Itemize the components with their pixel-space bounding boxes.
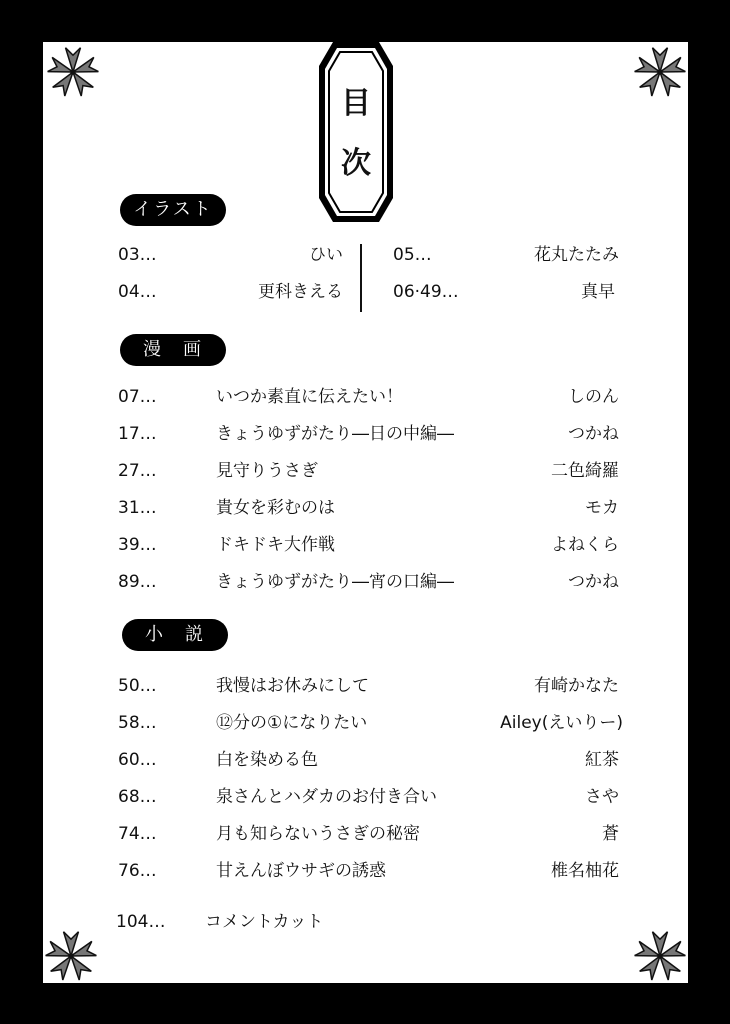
work-title: きょうゆずがたり―日の中編― — [216, 424, 454, 444]
page-number: 60… — [118, 750, 157, 770]
flower-ornament-top-right-icon — [632, 44, 688, 100]
page-title-char-2: 次 — [341, 146, 371, 181]
page-number: 04… — [118, 282, 157, 302]
page-number: 06·49… — [393, 282, 459, 302]
flower-ornament-bottom-right-icon — [632, 928, 688, 984]
work-title: 我慢はお休みにして — [216, 676, 369, 696]
author-name: 椎名柚花 — [551, 861, 619, 881]
title-plaque — [319, 42, 393, 222]
work-title: 貴女を彩むのは — [216, 498, 335, 518]
section-header-illust: イラスト — [120, 194, 226, 226]
page-number: 76… — [118, 861, 157, 881]
author-name: 蒼 — [602, 824, 619, 844]
author-name: さや — [585, 787, 619, 807]
work-title: ⑫分の①になりたい — [216, 713, 368, 733]
author-name: 更科きえる — [258, 282, 343, 302]
page-number: 27… — [118, 461, 157, 481]
page-title-char-1: 目 — [341, 86, 371, 121]
column-divider — [360, 244, 362, 312]
page-number: 104… — [116, 912, 166, 932]
work-title: いつか素直に伝えたい！ — [216, 387, 403, 407]
author-name: つかね — [568, 424, 619, 444]
author-name: よねくら — [551, 535, 619, 555]
author-name: 紅茶 — [585, 750, 619, 770]
author-name: ひい — [309, 245, 343, 265]
author-name: しのん — [568, 387, 619, 407]
author-name: 二色綺羅 — [551, 461, 619, 481]
author-name: 有崎かなた — [534, 676, 619, 696]
page-number: 50… — [118, 676, 157, 696]
page-number: 89… — [118, 572, 157, 592]
work-title: 甘えんぼウサギの誘惑 — [216, 861, 386, 881]
work-title: 白を染める色 — [216, 750, 318, 770]
work-title: 泉さんとハダカのお付き合い — [216, 787, 437, 807]
page-number: 31… — [118, 498, 157, 518]
page-number: 39… — [118, 535, 157, 555]
work-title: ドキドキ大作戦 — [216, 535, 335, 555]
work-title: 見守りうさぎ — [216, 461, 318, 481]
section-header-novel: 小 説 — [122, 619, 228, 651]
page-number: 74… — [118, 824, 157, 844]
author-name: Ailey(えいりー) — [500, 713, 623, 733]
page-number: 17… — [118, 424, 157, 444]
page-number: 03… — [118, 245, 157, 265]
page-number: 58… — [118, 713, 157, 733]
toc-page — [43, 42, 688, 983]
author-name: つかね — [568, 572, 619, 592]
flower-ornament-bottom-left-icon — [43, 928, 99, 984]
author-name: 花丸たたみ — [534, 245, 619, 265]
work-title: 月も知らないうさぎの秘密 — [216, 824, 420, 844]
author-name: モカ — [585, 498, 619, 518]
page-number: 05… — [393, 245, 432, 265]
author-name: 真早 — [581, 282, 615, 302]
flower-ornament-top-left-icon — [45, 44, 101, 100]
work-title: きょうゆずがたり―宵の口編― — [216, 572, 454, 592]
section-header-manga: 漫 画 — [120, 334, 226, 366]
page-number: 07… — [118, 387, 157, 407]
work-title: コメントカット — [205, 912, 324, 932]
page-number: 68… — [118, 787, 157, 807]
